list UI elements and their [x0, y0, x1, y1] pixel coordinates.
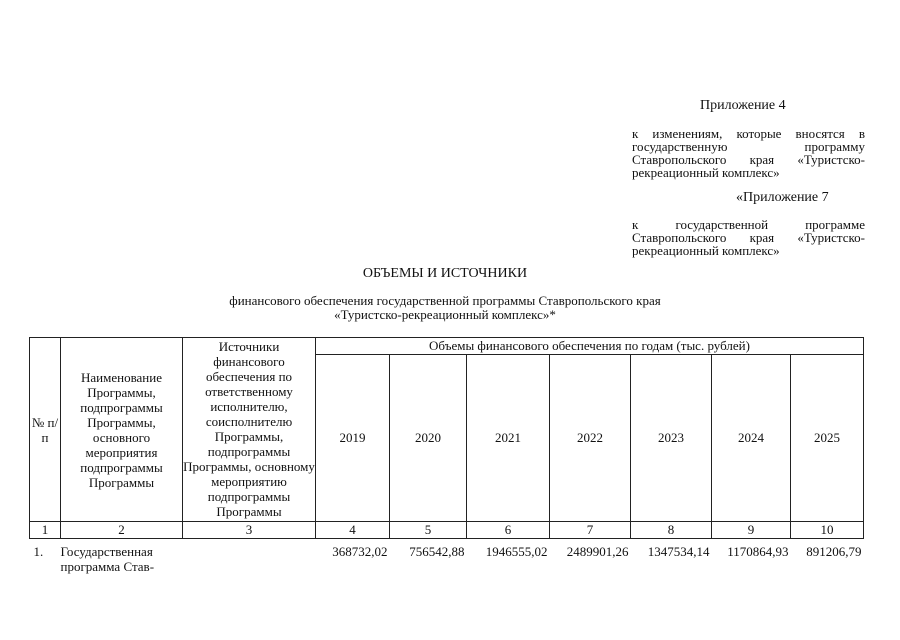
row-value: 1170864,93 [727, 544, 789, 559]
row-name: Государственная программа Став- [60, 544, 155, 574]
header-name: Наименование Программы, подпрограммы Программы, основного мероприятия подпрограммы Программы [61, 338, 183, 522]
appendix-title-2: «Приложение 7 [736, 190, 829, 205]
document-subtitle-line-2: «Туристско-рекреационный комплекс»* [334, 307, 556, 322]
appendix-text: к изменениям, которые вносятся в государственную программу Ставропольского края «Туристско-рекреационный комплекс» [632, 126, 865, 180]
index-cell: 8 [631, 522, 712, 539]
header-year: 2022 [550, 355, 631, 522]
row-source [183, 539, 316, 575]
index-cell: 4 [316, 522, 390, 539]
index-cell: 6 [467, 522, 550, 539]
index-cell: 1 [30, 522, 61, 539]
header-year: 2019 [316, 355, 390, 522]
row-value: 1946555,02 [485, 544, 548, 559]
header-year: 2021 [467, 355, 550, 522]
table-row [30, 539, 864, 575]
row-value: 2489901,26 [566, 544, 629, 559]
financing-table [29, 337, 864, 574]
row-value: 756542,88 [409, 544, 465, 559]
row-value: 368732,02 [332, 544, 388, 559]
header-year: 2020 [390, 355, 467, 522]
row-value: 1347534,14 [647, 544, 710, 559]
index-cell: 2 [61, 522, 183, 539]
index-cell: 3 [183, 522, 316, 539]
document-title: ОБЪЕМЫ И ИСТОЧНИКИ [362, 266, 528, 281]
document-subtitle-line-1: финансового обеспечения государственной программы Ставропольского края [229, 293, 661, 308]
appendix-text-2: к государственной программе Ставропольского края «Туристско-рекреационный комплекс» [632, 217, 865, 258]
document-subtitle [0, 294, 890, 322]
header-source: Источники финансового обеспечения по ответственному исполнителю, соисполнителю Программы, подпрограммы Программы, основному мероприятию подпрограммы Программы [183, 338, 316, 522]
appendix-title: Приложение 4 [700, 98, 786, 113]
header-num: № п/п [30, 338, 61, 522]
index-cell: 7 [550, 522, 631, 539]
index-cell: 5 [390, 522, 467, 539]
header-year: 2025 [791, 355, 864, 522]
header-year: 2023 [631, 355, 712, 522]
header-years-group: Объемы финансового обеспечения по годам (тыс. рублей) [316, 338, 864, 355]
index-cell: 9 [712, 522, 791, 539]
row-num: 1. [33, 544, 44, 559]
index-cell: 10 [791, 522, 864, 539]
header-year: 2024 [712, 355, 791, 522]
row-value: 891206,79 [806, 544, 862, 559]
